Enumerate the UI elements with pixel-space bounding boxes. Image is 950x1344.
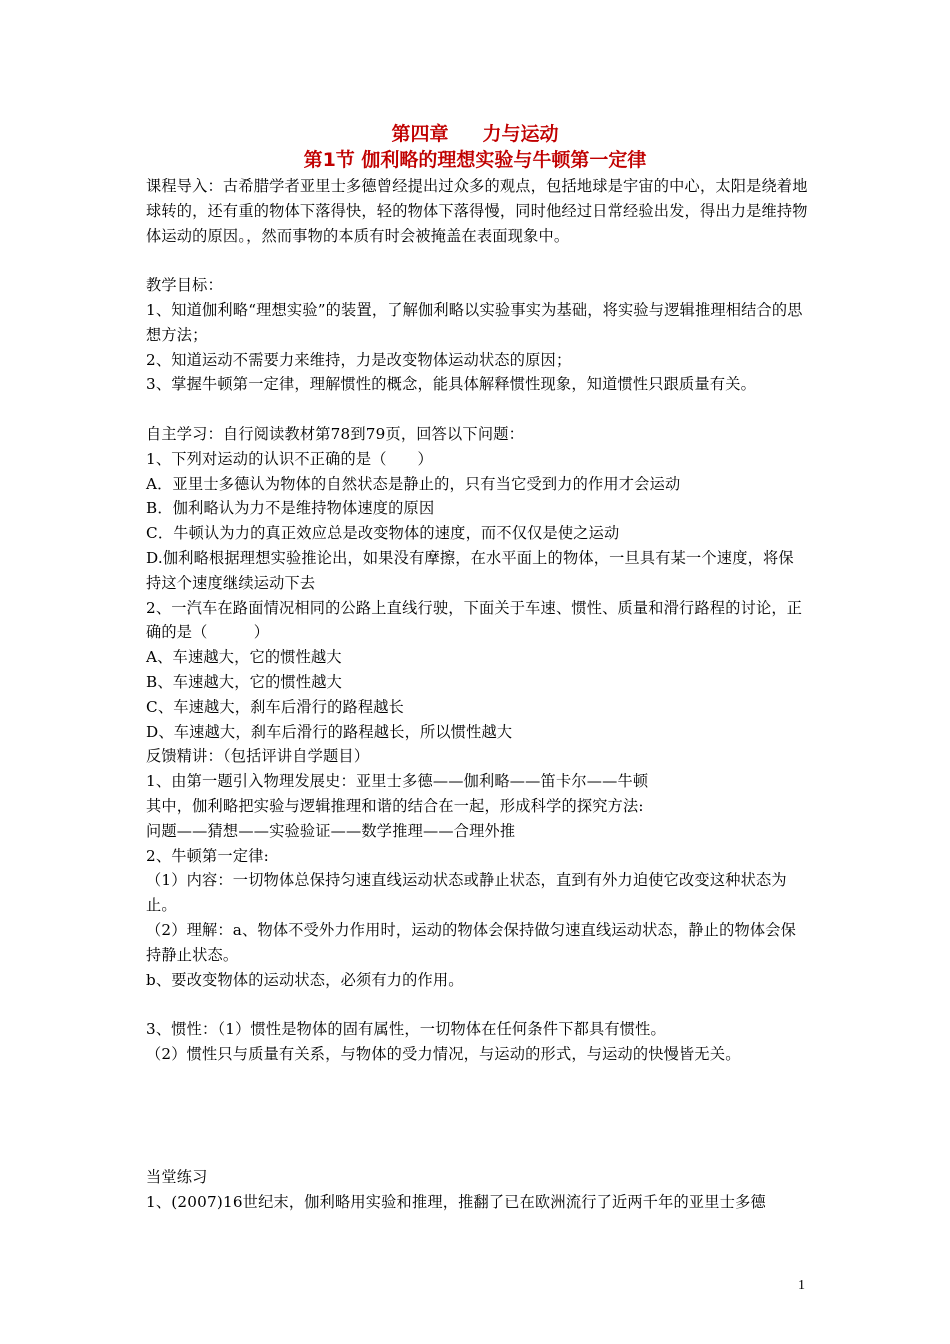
goal-item: 1、知道伽利略“理想实验”的装置，了解伽利略以实验事实为基础，将实验与逻辑推理相结合的思想方法； — [146, 300, 803, 344]
self-study-heading: 自主学习：自行阅读教材第78到79页，回答以下问题： — [146, 424, 524, 443]
inertia-line: （2）惯性只与质量有关系，与物体的受力情况，与运动的形式，与运动的快慢皆无关。 — [146, 1044, 741, 1063]
answer-option: D、车速越大，刹车后滑行的路程越长，所以惯性越大 — [146, 722, 513, 741]
feedback-line: 问题——猜想——实验验证——数学推理——合理外推 — [146, 821, 516, 840]
answer-option: D.伽利略根据理想实验推论出，如果没有摩擦，在水平面上的物体，一旦具有某一个速度，将保持这个速度继续运动下去 — [146, 548, 794, 592]
answer-option: B．伽利略认为力不是维持物体速度的原因 — [146, 499, 435, 518]
feedback-line: （2）理解：a、物体不受外力作用时，运动的物体会保持做匀速直线运动状态，静止的物体会保持静止状态。 — [146, 920, 797, 964]
inertia-line: 3、惯性：（1）惯性是物体的固有属性，一切物体在任何条件下都具有惯性。 — [146, 1020, 666, 1039]
section-title: 第1节 伽利略的理想实验与牛顿第一定律 — [303, 149, 647, 171]
goal-item: 3、掌握牛顿第一定律，理解惯性的概念，能具体解释惯性现象，知道惯性只跟质量有关。 — [146, 375, 756, 394]
chapter-title — [0, 122, 950, 146]
page-number: 1 — [798, 1278, 805, 1293]
feedback-line: b、要改变物体的运动状态，必须有力的作用。 — [146, 970, 464, 989]
goal-item: 2、知道运动不需要力来维持，力是改变物体运动状态的原因； — [146, 350, 572, 369]
intro-paragraph: 课程导入：古希腊学者亚里士多德曾经提出过众多的观点，包括地球是宇宙的中心，太阳是绕着地球转的，还有重的物体下落得快，轻的物体下落得慢，同时他经过日常经验出发，得出力是维持物体运动的原因。，然而事物的本质有时会被掩盖在表面现象中。 — [146, 177, 808, 245]
answer-option: A．亚里士多德认为物体的自然状态是静止的，只有当它受到力的作用才会运动 — [146, 474, 681, 493]
goals-heading: 教学目标： — [146, 276, 223, 295]
feedback-line: 2、牛顿第一定律: — [146, 846, 269, 865]
practice-heading: 当堂练习 — [146, 1168, 208, 1187]
question-stem: 2、一汽车在路面情况相同的公路上直线行驶，下面关于车速、惯性、质量和滑行路程的讨论，正确的是（ ） — [146, 598, 803, 642]
feedback-line: 其中，伽利略把实验与逻辑推理和谐的结合在一起，形成科学的探究方法: — [146, 796, 644, 815]
answer-option: C、车速越大，刹车后滑行的路程越长 — [146, 697, 405, 716]
answer-option: C．牛顿认为力的真正效应总是改变物体的速度，而不仅仅是使之运动 — [146, 524, 620, 543]
answer-option: B、车速越大，它的惯性越大 — [146, 672, 343, 691]
question-stem: 1、下列对运动的认识不正确的是（ ） — [146, 449, 433, 468]
chapter-number: 第四章 — [391, 123, 449, 145]
feedback-heading: 反馈精讲：（包括评讲自学题目） — [146, 747, 370, 766]
chapter-name: 力与运动 — [482, 123, 559, 145]
practice-question: 1、(2007)16世纪末，伽利略用实验和推理，推翻了已在欧洲流行了近两千年的亚里士多德 — [146, 1193, 766, 1212]
feedback-line: 1、由第一题引入物理发展史：亚里士多德——伽利略——笛卡尔——牛顿 — [146, 772, 649, 791]
document-body — [146, 174, 808, 1215]
feedback-line: （1）内容：一切物体总保持匀速直线运动状态或静止状态，直到有外力迫使它改变这种状态为止。 — [146, 871, 787, 915]
answer-option: A、车速越大，它的惯性越大 — [146, 648, 342, 667]
